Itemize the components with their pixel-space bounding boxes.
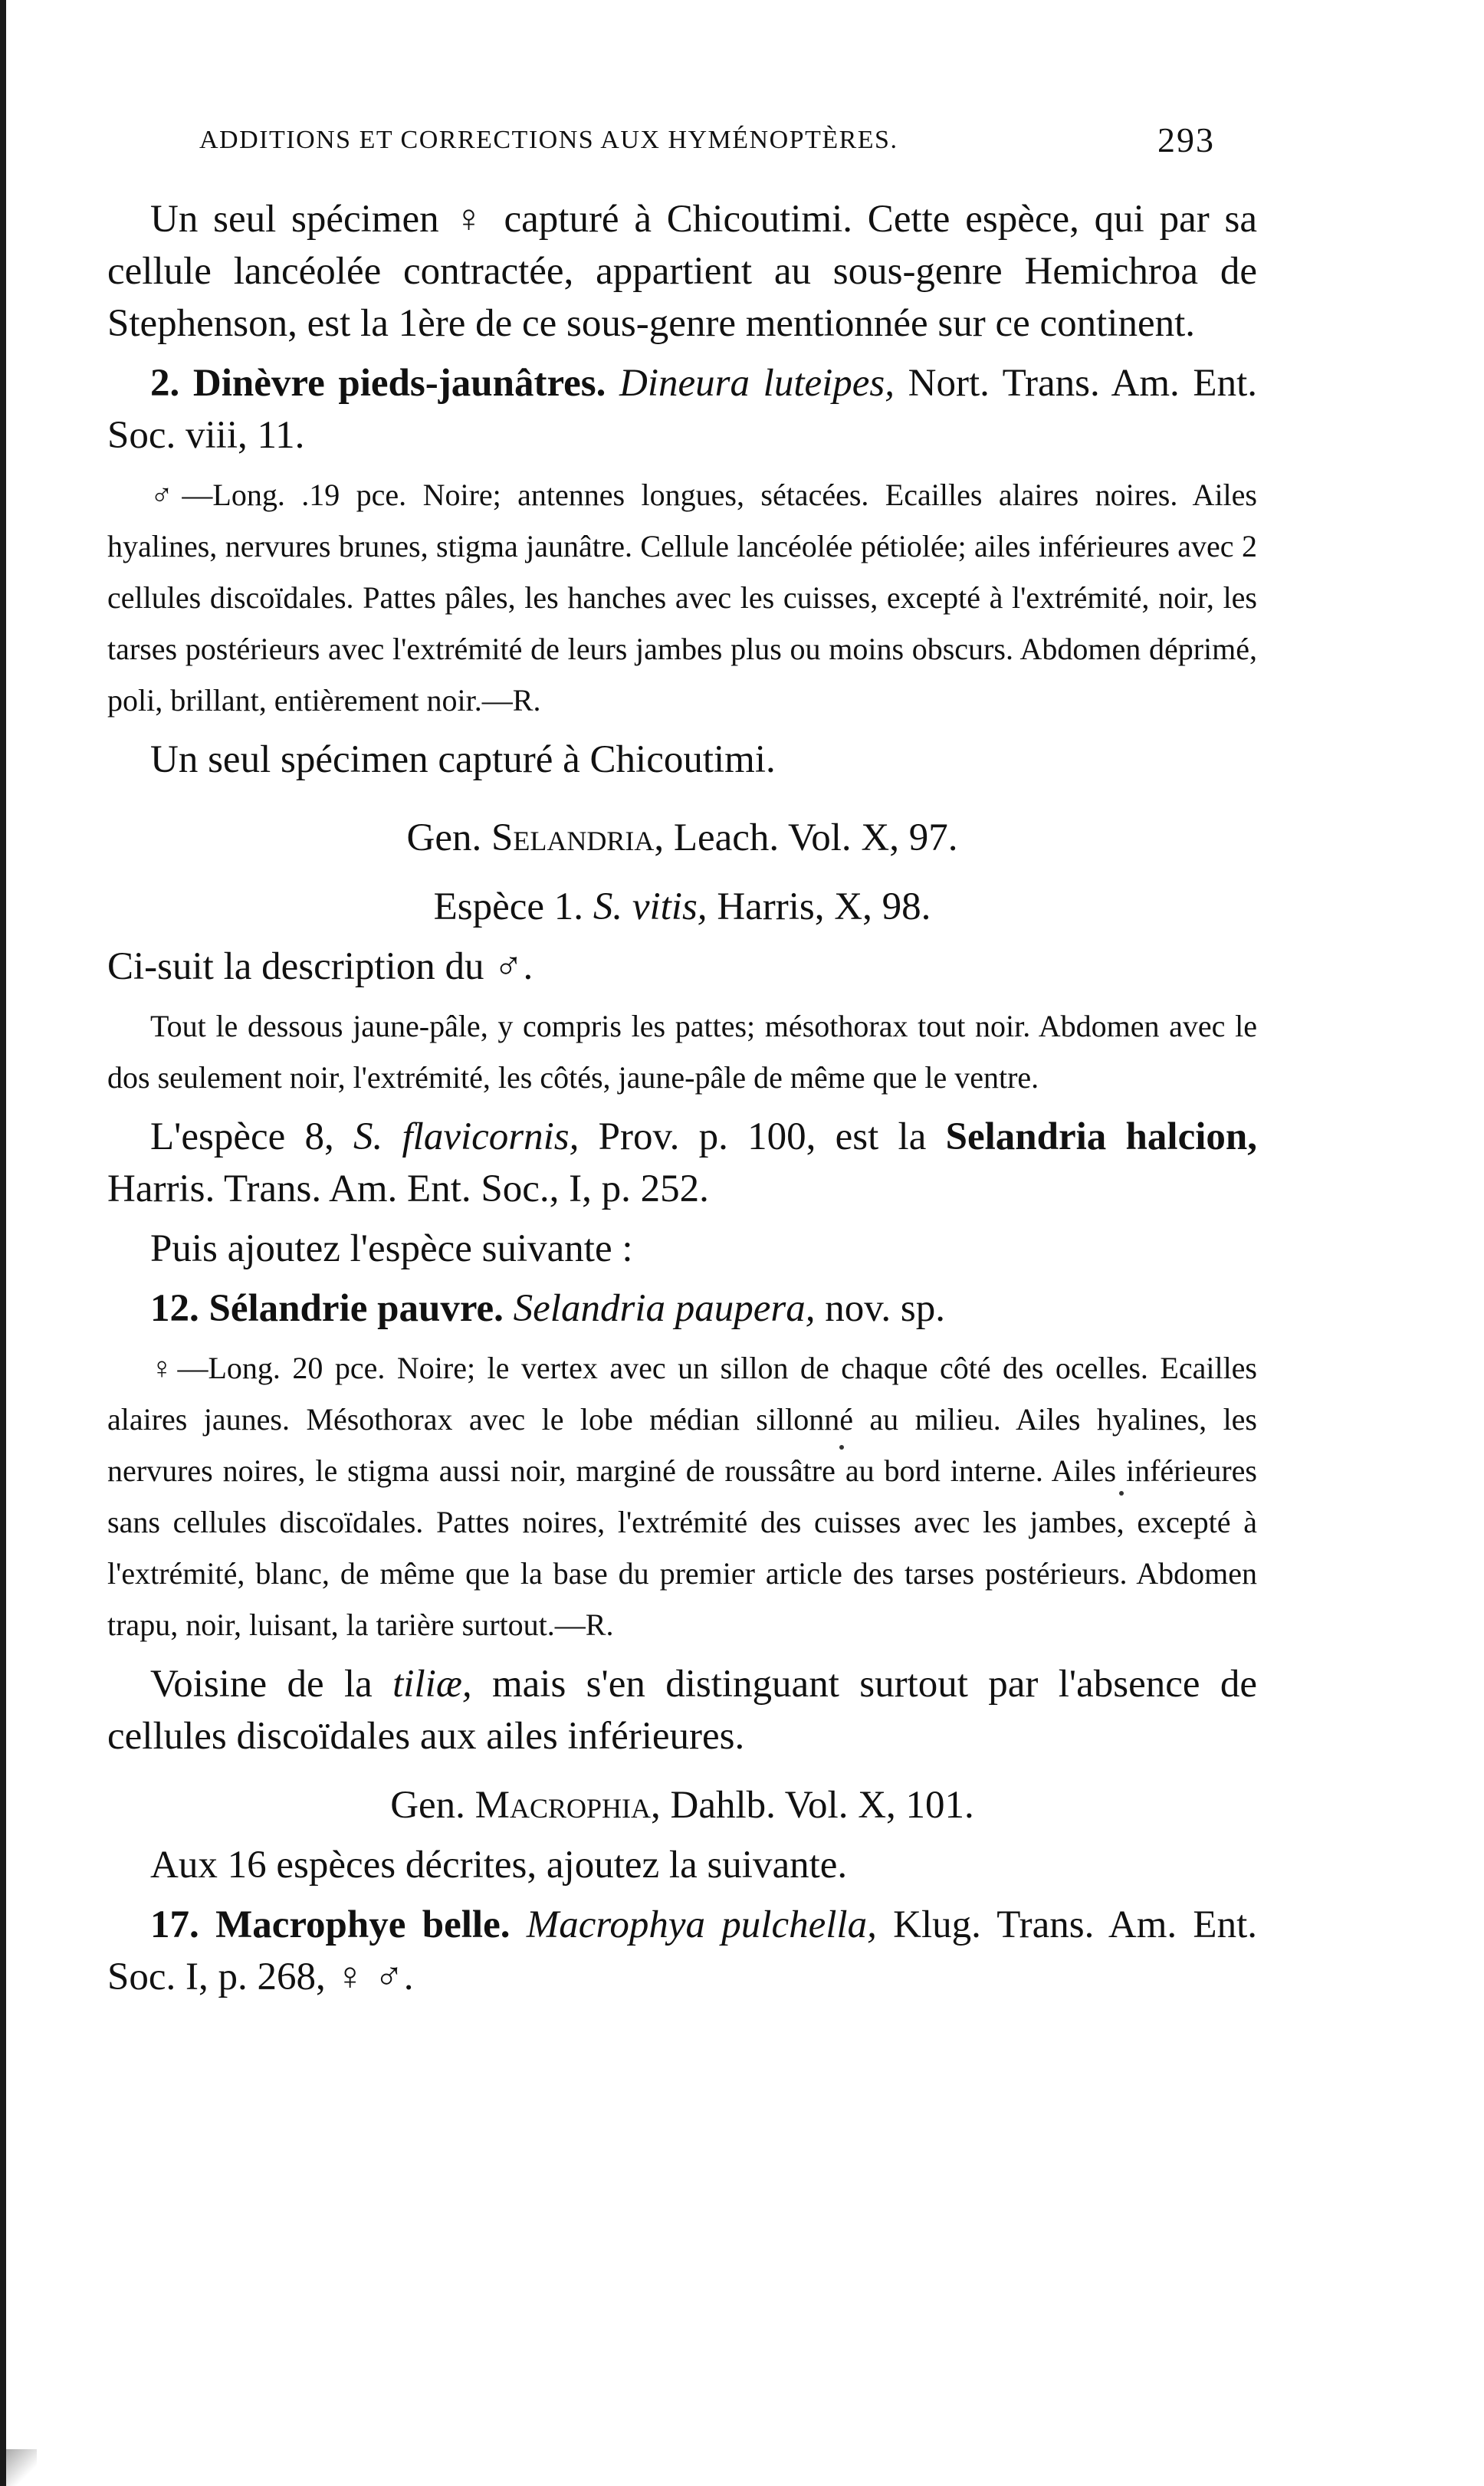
species-latin-name: Selandria paupera, bbox=[513, 1287, 816, 1330]
species-name: S. flavicornis, bbox=[353, 1115, 579, 1158]
species-french-name: Sélandrie pauvre. bbox=[208, 1287, 504, 1330]
species-reference: Nort. Trans. Am. Ent. Soc. viii, 11. bbox=[107, 362, 1257, 457]
species-number: 12. bbox=[150, 1287, 199, 1330]
paragraph-hemichroa: Un seul spécimen ♀ capturé à Chicoutimi. Cette espèce, qui par sa cellule lancéolée contractée, appartient au sous-genre Hemichroa de Stephenson, est la 1ère de ce sous-genre mentionnée sur ce continent. bbox=[107, 198, 1257, 345]
page-edge-shadow bbox=[6, 2449, 37, 2486]
species-lead: Espèce 1. bbox=[433, 885, 584, 928]
running-title: ADDITIONS ET CORRECTIONS AUX HYMÉNOPTÈRES. bbox=[199, 126, 898, 154]
page-content bbox=[107, 115, 1257, 2003]
species-number: 2. bbox=[150, 362, 180, 405]
genus-reference: Dahlb. Vol. X, 101. bbox=[670, 1784, 974, 1827]
genus-name: Macrophia, bbox=[474, 1784, 661, 1827]
description-dineura: ♂—Long. .19 pce. Noire; antennes longues, sétacées. Ecailles alaires noires. Ailes hyalines, nervures brunes, stigma jaunâtre. Cellule lancéolée pétiolée; ailes inférieures avec 2 cellules discoïdales. Pattes pâles, les hanches avec les cuisses, excepté à l'extrémité, noir, les tarses postérieurs avec l'extrémité de leurs jambes plus ou moins obscurs. Abdomen déprimé, poli, brillant, entièrement noir.—R. bbox=[107, 478, 1257, 718]
species-heading-pulchella bbox=[107, 1899, 1257, 2003]
genus-label: Gen. bbox=[390, 1784, 465, 1827]
species-heading-dineura bbox=[107, 357, 1257, 461]
paragraph-specimen: Un seul spécimen capturé à Chicoutimi. bbox=[150, 738, 776, 781]
species-heading-vitis bbox=[107, 881, 1257, 933]
species-french-name: Dinèvre pieds-jaunâtres. bbox=[192, 362, 606, 405]
paragraph-aux-16: Aux 16 espèces décrites, ajoutez la suivante. bbox=[150, 1844, 848, 1887]
species-bold-name: Selandria halcion, bbox=[945, 1115, 1258, 1158]
species-reference: Klug. Trans. Am. Ent. Soc. I, p. 268, ♀ ♂. bbox=[107, 1903, 1257, 1998]
running-head bbox=[107, 115, 1257, 176]
text-lead: L'espèce 8, bbox=[150, 1115, 334, 1158]
text-rest: mais s'en distinguant surtout par l'absence de cellules discoïdales aux ailes inférieures. bbox=[107, 1663, 1258, 1758]
text-lead: Voisine de la bbox=[150, 1663, 373, 1706]
page-edge bbox=[0, 0, 6, 2486]
genus-name: Selandria, bbox=[491, 816, 665, 859]
species-reference: Harris. Trans. Am. Ent. Soc., I, p. 252. bbox=[107, 1167, 709, 1210]
page-number: 293 bbox=[1157, 120, 1215, 159]
paragraph-puis: Puis ajoutez l'espèce suivante : bbox=[150, 1227, 633, 1270]
description-vitis: Tout le dessous jaune-pâle, y compris les pattes; mésothorax tout noir. Abdomen avec le dos seulement noir, l'extrémité, les côtés, jaune-pâle de même que le ventre. bbox=[107, 1009, 1257, 1095]
species-reference: Harris, X, 98. bbox=[717, 885, 931, 928]
species-name: S. vitis, bbox=[593, 885, 708, 928]
description-paupera: ♀—Long. 20 pce. Noire; le vertex avec un sillon de chaque côté des ocelles. Ecailles alaires jaunes. Mésothorax avec le lobe médian sillonné au milieu. Ailes hyalines, les nervures noires, le stigma aussi noir, marginé de roussâtre au bord interne. Ailes inférieures sans cellules discoïdales. Pattes noires, l'extrémité des cuisses avec les jambes, excepté à l'extrémité, blanc, de même que la base du premier article des tarses postérieurs. Abdomen trapu, noir, luisant, la tarière surtout.—R. bbox=[107, 1351, 1257, 1642]
genus-heading-macrophia bbox=[107, 1779, 1257, 1831]
genus-reference: Leach. Vol. X, 97. bbox=[673, 816, 958, 859]
genus-label: Gen. bbox=[406, 816, 482, 859]
species-latin-name: Macrophya pulchella, bbox=[526, 1903, 877, 1946]
text-mid: Prov. p. 100, est la bbox=[598, 1115, 927, 1158]
species-french-name: Macrophye belle. bbox=[215, 1903, 511, 1946]
species-latin-name: Dineura luteipes, bbox=[619, 362, 895, 405]
species-number: 17. bbox=[150, 1903, 199, 1946]
paragraph-ci-suit: Ci-suit la description du ♂. bbox=[107, 945, 534, 988]
species-heading-paupera bbox=[107, 1282, 1257, 1335]
paragraph-flavicornis bbox=[107, 1111, 1257, 1215]
genus-heading-selandria bbox=[107, 812, 1257, 864]
species-reference: nov. sp. bbox=[825, 1287, 946, 1330]
species-name: tiliæ, bbox=[392, 1663, 472, 1706]
paragraph-voisine bbox=[107, 1658, 1257, 1762]
